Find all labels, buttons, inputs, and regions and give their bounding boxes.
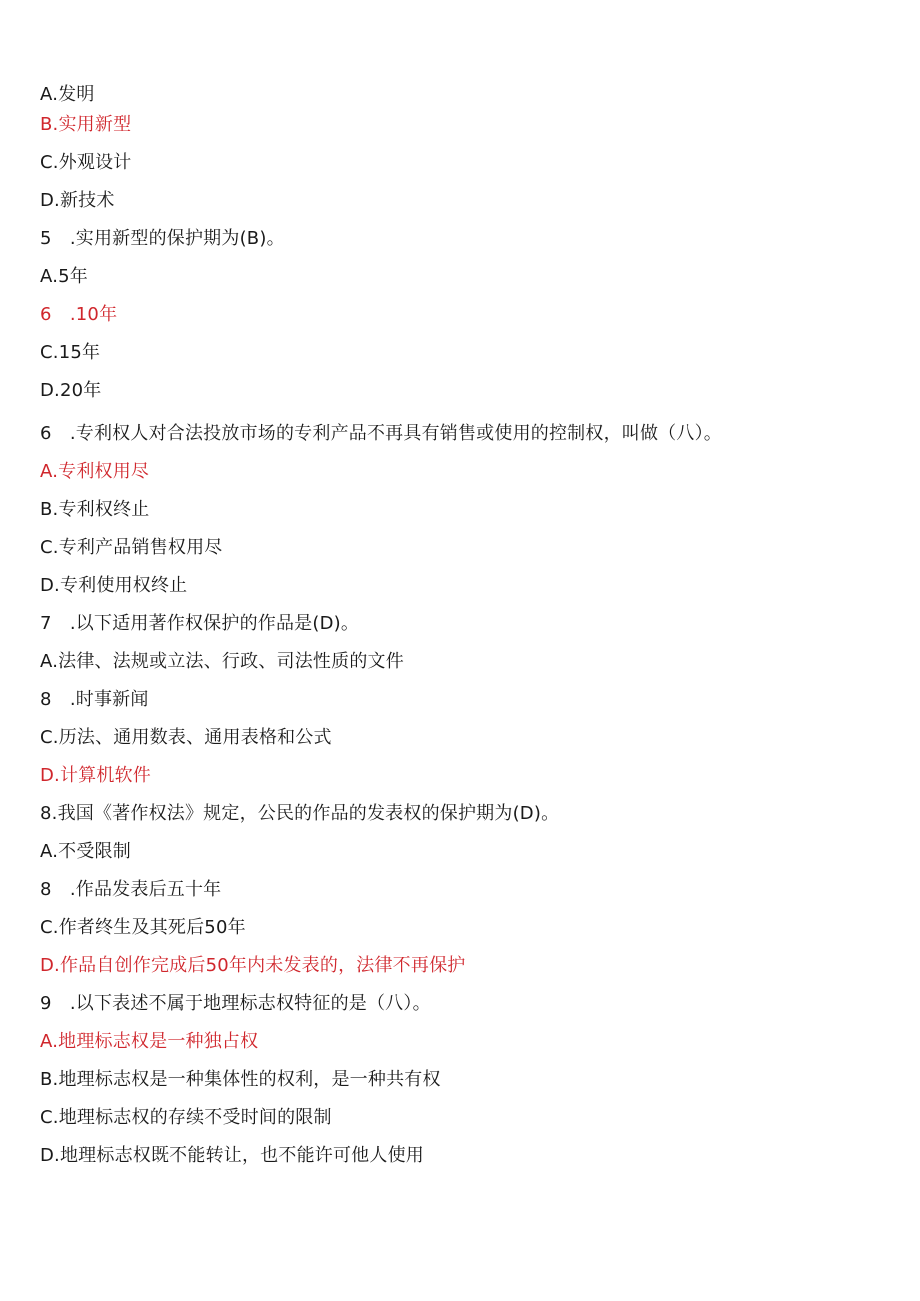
option-line: C.历法、通用数表、通用表格和公式 xyxy=(40,727,332,748)
option-line: C.15年 xyxy=(40,342,101,363)
question-line: 7 .以下适用著作权保护的作品是(D)。 xyxy=(40,613,360,634)
option-line: D.新技术 xyxy=(40,190,115,211)
option-line: A.5年 xyxy=(40,266,88,287)
document-page xyxy=(40,0,900,1301)
option-line: D.20年 xyxy=(40,380,102,401)
question-line: 6 .专利权人对合法投放市场的专利产品不再具有销售或使用的控制权，叫做（八）。 xyxy=(40,423,722,444)
option-line: C.作者终生及其死后50年 xyxy=(40,917,246,938)
option-line: D.专利使用权终止 xyxy=(40,575,188,596)
answer-line: 6 .10年 xyxy=(40,304,118,325)
answer-line: D.作品自创作完成后50年内未发表的，法律不再保护 xyxy=(40,955,466,976)
option-line: C.专利产品销售权用尽 xyxy=(40,537,223,558)
option-line: 8 .作品发表后五十年 xyxy=(40,879,222,900)
question-line: 8.我国《著作权法》规定，公民的作品的发表权的保护期为(D)。 xyxy=(40,803,560,824)
option-line: B.地理标志权是一种集体性的权利，是一种共有权 xyxy=(40,1069,441,1090)
question-line: 9 .以下表述不属于地理标志权特征的是（八）。 xyxy=(40,993,431,1014)
option-line: B.专利权终止 xyxy=(40,499,150,520)
answer-line: D.计算机软件 xyxy=(40,765,151,786)
answer-line: B.实用新型 xyxy=(40,114,132,135)
option-line: A.不受限制 xyxy=(40,841,131,862)
question-line: 5 .实用新型的保护期为(B)。 xyxy=(40,228,285,249)
option-line: A.发明 xyxy=(40,84,95,105)
option-line: D.地理标志权既不能转让，也不能许可他人使用 xyxy=(40,1145,424,1166)
option-line: C.外观设计 xyxy=(40,152,132,173)
option-line: A.法律、法规或立法、行政、司法性质的文件 xyxy=(40,651,404,672)
option-line: C.地理标志权的存续不受时间的限制 xyxy=(40,1107,332,1128)
answer-line: A.地理标志权是一种独占权 xyxy=(40,1031,259,1052)
answer-line: A.专利权用尽 xyxy=(40,461,150,482)
option-line: 8 .时事新闻 xyxy=(40,689,149,710)
